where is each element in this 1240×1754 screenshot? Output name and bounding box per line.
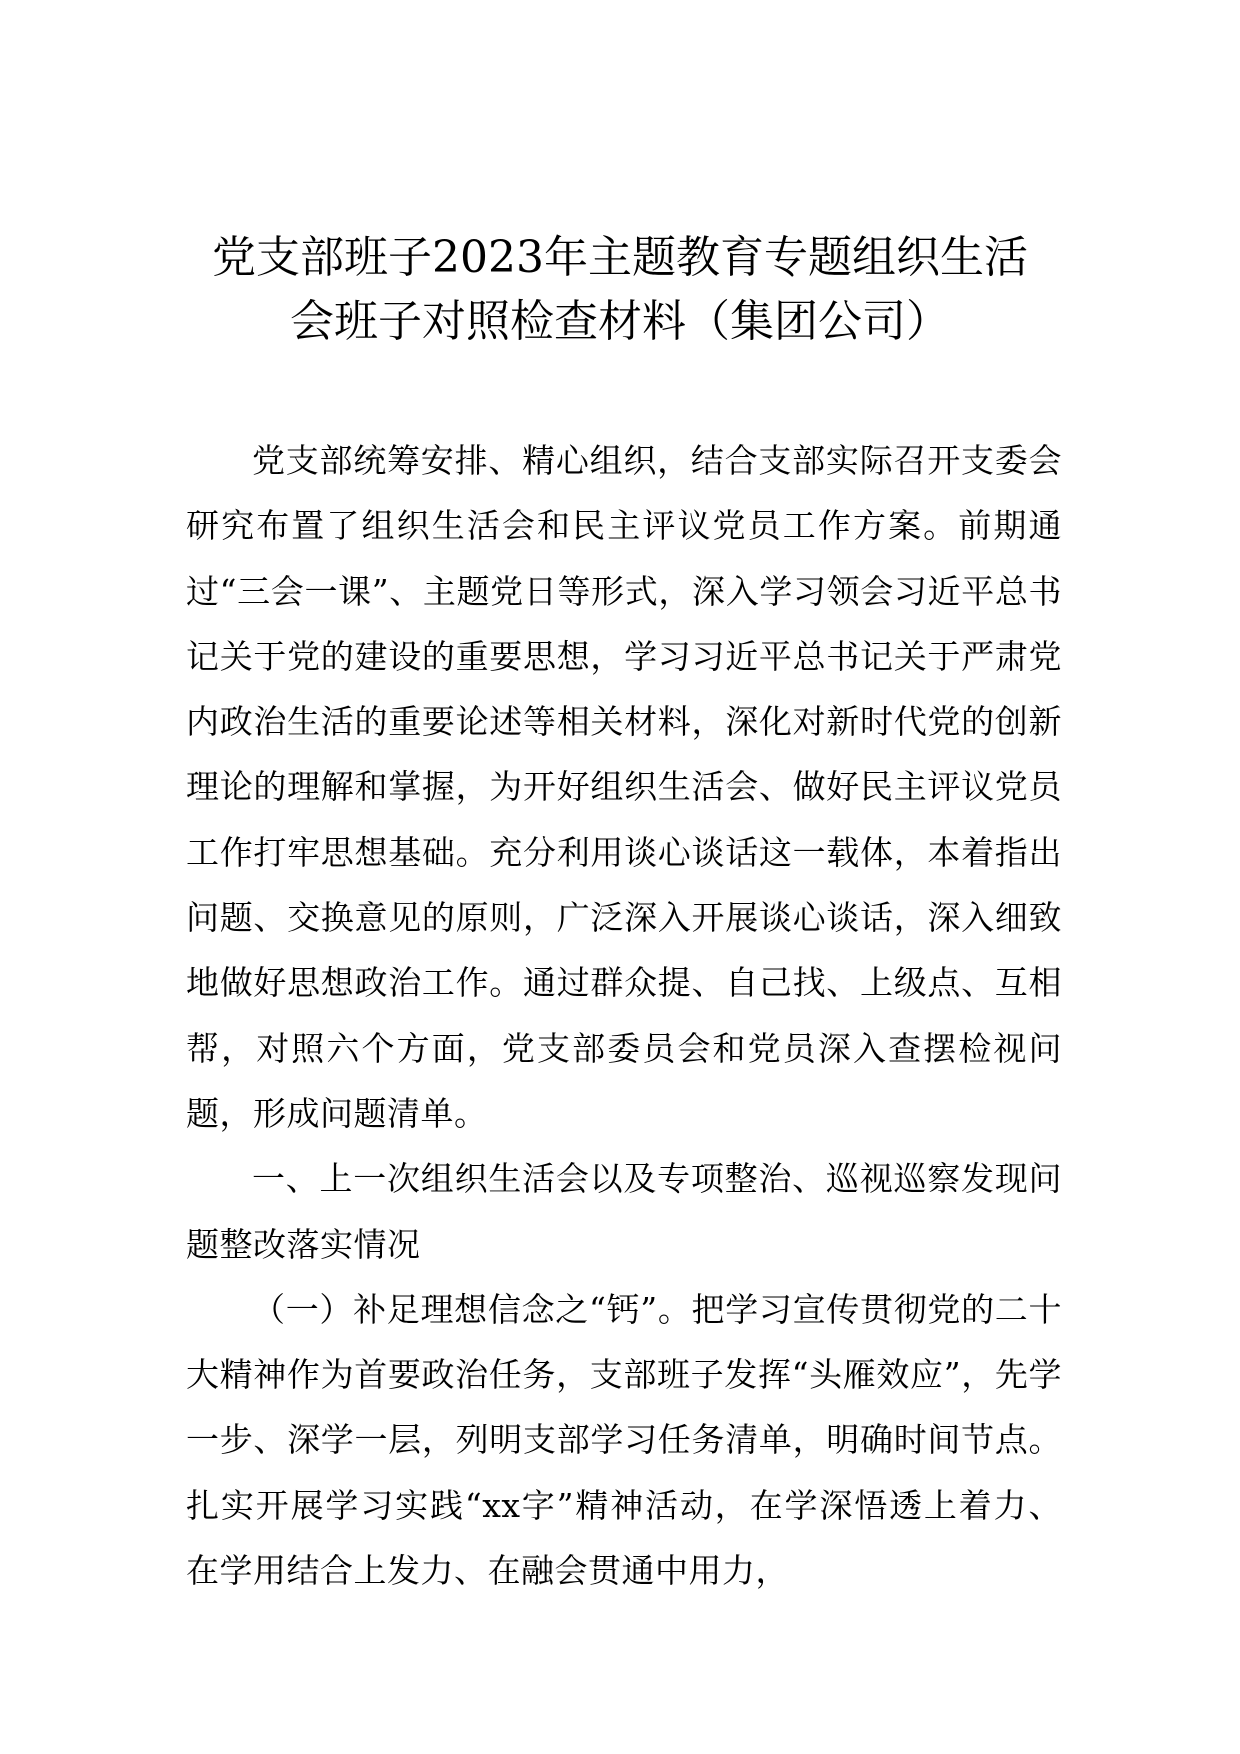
title-line-1: 党支部班子2023年主题教育专题组织生活 — [212, 232, 1028, 283]
intro-paragraph: 党支部统筹安排、精心组织，结合支部实际召开支委会研究布置了组织生活会和民主评议党员工作方案。前期通过“三会一课”、主题党日等形式，深入学习领会习近平总书记关于党的建设的重要思想，学习习近平总书记关于严肃党内政治生活的重要论述等相关材料，深化对新时代党的创新理论的理解和掌握，为开好组织生活会、做好民主评议党员工作打牢思想基础。充分利用谈心谈话这一载体，本着指出问题、交换意见的原则，广泛深入开展谈心谈话，深入细致地做好思想政治工作。通过群众提、自己找、上级点、互相帮，对照六个方面，党支部委员会和党员深入查摆检视问题，形成问题清单。 — [186, 441, 1062, 1133]
document-title — [150, 226, 1090, 354]
section-heading-1: 一、上一次组织生活会以及专项整治、巡视巡察发现问题整改落实情况 — [186, 1159, 1062, 1264]
title-line-2: 会班子对照检查材料（集团公司） — [290, 296, 950, 347]
document-body — [186, 428, 1062, 1603]
subsection-paragraph-1: （一）补足理想信念之“钙”。把学习宣传贯彻党的二十大精神作为首要政治任务，支部班子发挥“头雁效应”，先学一步、深学一层，列明支部学习任务清单，明确时间节点。扎实开展学习实践“xx字”精神活动，在学深悟透上着力、在学用结合上发力、在融会贯通中用力， — [186, 1289, 1062, 1591]
